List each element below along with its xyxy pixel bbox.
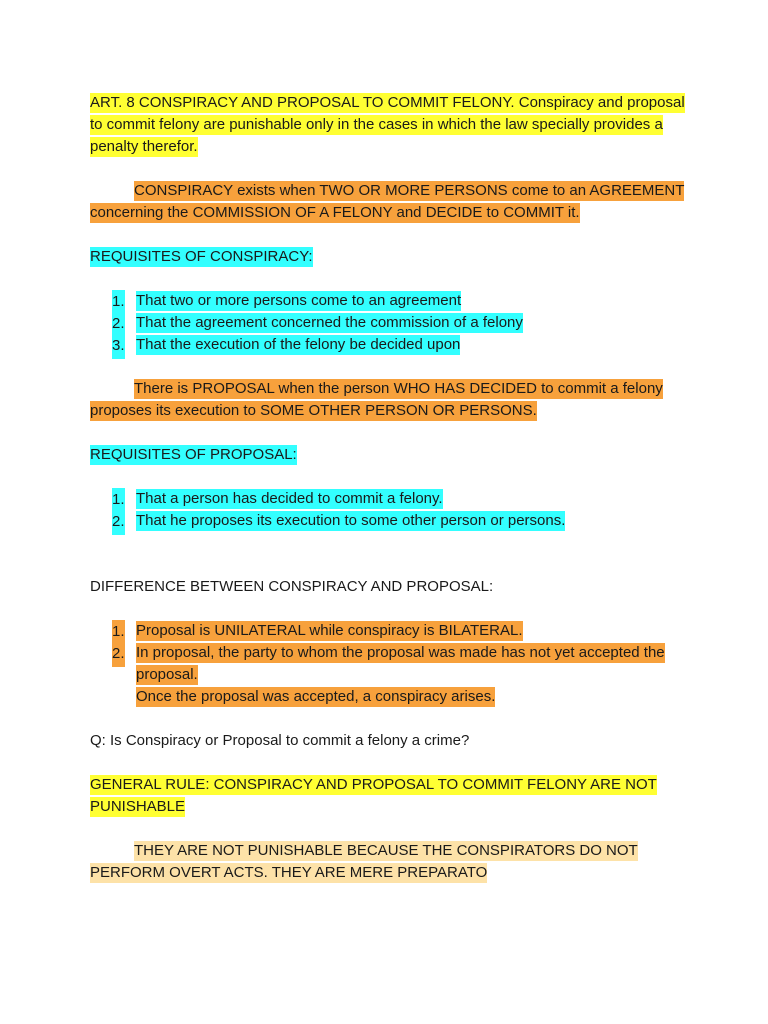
general-rule-paragraph [90,774,690,818]
requisites-proposal-list [90,488,690,532]
list-item [112,334,690,356]
conspiracy-definition-text: CONSPIRACY exists when TWO OR MORE PERSONS come to an AGREEMENT concerning the COMMISSION OF A FELONY and DECIDE to COMMIT it. [90,182,685,221]
difference-heading: DIFFERENCE BETWEEN CONSPIRACY AND PROPOSAL: [90,578,494,595]
question-text: Q: Is Conspiracy or Proposal to commit a felony a crime? [90,732,470,749]
list-item-text: Once the proposal was accepted, a conspiracy arises. [136,688,496,705]
list-number: 2. [112,312,125,337]
article-paragraph [90,92,690,158]
requisites-conspiracy-heading: REQUISITES OF CONSPIRACY: [90,248,313,265]
list-item [112,312,690,334]
list-number: 1. [112,488,125,513]
list-number: 1. [112,290,125,315]
list-number: 2. [112,642,125,667]
list-item [112,620,690,642]
proposal-definition-paragraph [90,378,690,422]
list-number: 3. [112,334,125,359]
list-item-text: That the agreement concerned the commission of a felony [136,314,523,331]
document-page [90,92,690,884]
reason-text: THEY ARE NOT PUNISHABLE BECAUSE THE CONSPIRATORS DO NOT PERFORM OVERT ACTS. THEY ARE MERE PREPARATO [90,842,638,881]
general-rule-text: GENERAL RULE: CONSPIRACY AND PROPOSAL TO COMMIT FELONY ARE NOT PUNISHABLE [90,776,657,815]
list-item-text: That two or more persons come to an agreement [136,292,462,309]
difference-list [90,620,690,708]
list-item [112,290,690,312]
requisites-conspiracy-list [90,290,690,356]
list-item-text: That a person has decided to commit a felony. [136,490,443,507]
reason-paragraph [90,840,690,884]
list-number: 2. [112,510,125,535]
list-item-text: That the execution of the felony be decided upon [136,336,461,353]
list-item [112,510,690,532]
proposal-definition-text: There is PROPOSAL when the person WHO HAS DECIDED to commit a felony proposes its execution to SOME OTHER PERSON OR PERSONS. [90,380,663,419]
list-item [112,488,690,510]
list-number: 1. [112,620,125,645]
list-item-text: That he proposes its execution to some other person or persons. [136,512,566,529]
article-text: ART. 8 CONSPIRACY AND PROPOSAL TO COMMIT FELONY. Conspiracy and proposal to commit felony are punishable only in the cases in which the law specially provides a penalty therefor. [90,94,685,155]
list-item-text: In proposal, the party to whom the proposal was made has not yet accepted the proposal. [136,644,665,683]
requisites-proposal-heading: REQUISITES OF PROPOSAL: [90,446,297,463]
list-item [112,642,690,708]
conspiracy-definition-paragraph [90,180,690,224]
list-item-text: Proposal is UNILATERAL while conspiracy is BILATERAL. [136,622,523,639]
